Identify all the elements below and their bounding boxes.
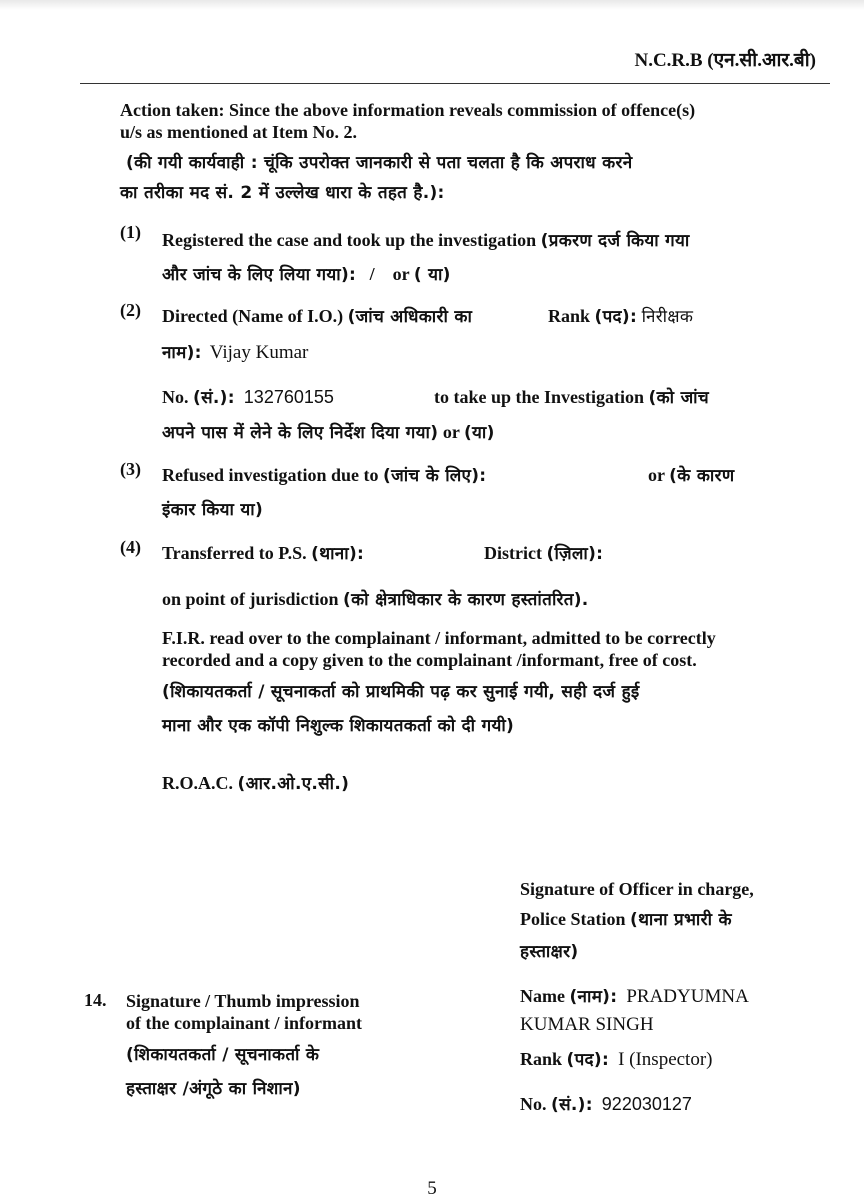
item-4-district-hi: (ज़िला): (546, 544, 604, 564)
roac-en: R.O.A.C. (162, 773, 233, 793)
item-3-or-hi: (के कारण (669, 466, 735, 486)
item-3-or-en: or (648, 465, 665, 485)
item-4-number: (4) (120, 537, 141, 557)
item-1-or-hi: ( या) (413, 265, 451, 285)
officer-rank (520, 1047, 713, 1071)
officer-rank-label-en: Rank (520, 1049, 563, 1069)
fir-hindi (162, 677, 640, 741)
item-2-number: (2) (120, 300, 141, 320)
item-2-or-hi: (या) (463, 423, 495, 443)
fir-line1: F.I.R. read over to the complainant / informant, admitted to be correctly (162, 628, 716, 648)
item-4-transferred (162, 541, 364, 564)
item-2-name-label-hi: नाम): (162, 343, 202, 363)
item-4-ps-hi: (थाना): (311, 544, 365, 564)
item-2-no-label-hi: (सं.): (193, 388, 235, 408)
item-2-or-en: or (442, 422, 460, 442)
roac (162, 771, 349, 794)
item-3-or (648, 463, 734, 486)
item-3-line2: इंकार किया या) (162, 500, 264, 520)
complainant-hindi-line2: हस्ताक्षर /अंगूठे का निशान) (126, 1079, 301, 1099)
page-number: 5 (427, 1178, 437, 1199)
item-2-directed (162, 304, 472, 327)
item-2-take-up-hi: (को जांच (648, 388, 709, 408)
officer-name-label-en: Name (520, 986, 565, 1006)
officer-number (520, 1092, 692, 1115)
item-3-refused-hi: (जांच के लिए): (383, 466, 487, 486)
item-2-rank (548, 304, 693, 327)
officer-name-block (520, 982, 840, 1039)
action-taken-hindi-line1: (की गयी कार्यवाही : चूंकि उपरोक्त जानकारी से पता चलता है कि अपराध करने (126, 153, 633, 173)
officer-name-value1: PRADYUMNA (626, 986, 749, 1007)
item-2-directed-hi: (जांच अधिकारी का (347, 307, 473, 327)
officer-sig-line2-hi: (थाना प्रभारी के (630, 910, 732, 930)
officer-sig-line1: Signature of Officer in charge, (520, 879, 754, 899)
item-3-number: (3) (120, 459, 141, 479)
fir-hindi-line2: माना और एक कॉपी निशुल्क शिकायतकर्ता को दी गयी) (162, 716, 515, 736)
header-divider (80, 83, 830, 84)
fir-line2: recorded and a copy given to the complainant /informant, free of cost. (162, 650, 697, 670)
complainant-signature-block (126, 990, 362, 1034)
complainant-line1: Signature / Thumb impression (126, 991, 360, 1011)
officer-no-value: 922030127 (601, 1094, 692, 1114)
fir-read-over (162, 627, 716, 671)
item-2-directed-en: Directed (Name of I.O.) (162, 306, 344, 326)
item-1-registered-hi: (प्रकरण दर्ज किया गया (540, 231, 690, 251)
item-1-number: (1) (120, 222, 141, 242)
officer-sig-line2-en: Police Station (520, 909, 626, 929)
item-2-rank-label-en: Rank (548, 306, 591, 326)
item-4-jurisdiction-hi: (को क्षेत्राधिकार के कारण हस्तांतरित). (343, 590, 589, 610)
item-2-take-up-en: to take up the Investigation (434, 387, 645, 407)
item-1-registered-en: Registered the case and took up the investigation (162, 230, 537, 250)
officer-no-label-hi: (सं.): (551, 1095, 593, 1115)
action-taken-line2: u/s as mentioned at Item No. 2. (120, 122, 357, 142)
item-3-refused-en: Refused investigation due to (162, 465, 379, 485)
item-2-take-up (434, 385, 709, 408)
officer-no-label-en: No. (520, 1094, 547, 1114)
action-taken-hindi-line2: का तरीका मद सं. 2 में उल्लेख धारा के तहत है.): (120, 183, 445, 203)
officer-rank-label-hi: (पद): (566, 1050, 610, 1070)
ncrb-header: N.C.R.B (एन.सी.आर.बी) (634, 50, 816, 71)
item-2-take-up-line2 (162, 420, 495, 443)
item-2-io-name: Vijay Kumar (209, 342, 309, 363)
item-2-no-value: 132760155 (243, 387, 334, 407)
item-2-take-up-hi2: अपने पास में लेने के लिए निर्देश दिया गया) (162, 423, 439, 443)
item-14-number: 14. (84, 990, 107, 1010)
item-2-io-name-row (162, 340, 308, 364)
item-2-rank-value: निरीक्षक (641, 307, 694, 327)
complainant-line2: of the complainant / informant (126, 1013, 362, 1033)
item-4-ps-en: Transferred to P.S. (162, 543, 307, 563)
item-4-district-en: District (484, 543, 542, 563)
complainant-hindi-line1: (शिकायतकर्ता / सूचनाकर्ता के (126, 1045, 320, 1065)
item-1-text (162, 225, 802, 290)
page-top-edge (0, 0, 864, 10)
officer-name-label-hi: (नाम): (569, 987, 618, 1007)
item-3-refused (162, 463, 486, 486)
complainant-hindi (126, 1040, 319, 1104)
officer-rank-value: I (Inspector) (618, 1049, 713, 1070)
action-taken-block (120, 99, 695, 143)
officer-sig-line3-hi: हस्ताक्षर) (520, 942, 579, 962)
item-2-no-label-en: No. (162, 387, 189, 407)
officer-signature-block (520, 874, 820, 967)
item-4-jurisdiction-en: on point of jurisdiction (162, 589, 339, 609)
roac-hi: (आर.ओ.ए.सी.) (237, 774, 350, 794)
item-4-district (484, 541, 603, 564)
item-1-or-en: / or (369, 264, 410, 284)
item-2-number-row (162, 385, 334, 408)
item-4-jurisdiction (162, 587, 589, 610)
fir-hindi-line1: (शिकायतकर्ता / सूचनाकर्ता को प्राथमिकी पढ़ कर सुनाई गयी, सही दर्ज हुई (162, 682, 640, 702)
officer-name-value2: KUMAR SINGH (520, 1014, 654, 1035)
action-taken-hindi (120, 148, 633, 208)
action-taken-line1: Action taken: Since the above information reveals commission of offence(s) (120, 100, 696, 120)
item-1-investigation-hi: और जांच के लिए लिया गया): (162, 265, 357, 285)
item-2-rank-label-hi: (पद): (594, 307, 638, 327)
